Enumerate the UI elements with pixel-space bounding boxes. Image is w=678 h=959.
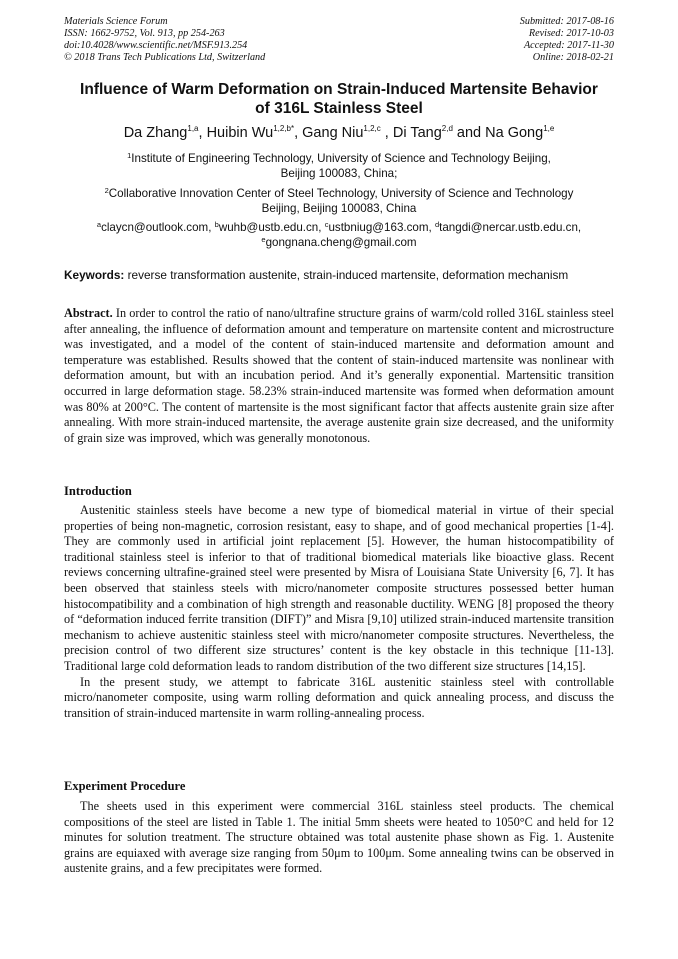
affiliation-text: Collaborative Innovation Center of Steel Technology, University of Science and Technology xyxy=(108,187,574,200)
author-affil-sup: 1,2,b* xyxy=(273,124,295,133)
history-dates xyxy=(520,16,614,64)
author-separator: and xyxy=(452,125,486,141)
keywords xyxy=(64,268,614,283)
email-address: claycn@outlook.com, xyxy=(101,221,215,234)
submitted-date: Submitted: 2017-08-16 xyxy=(519,16,614,27)
email-address: gongnana.cheng@gmail.com xyxy=(265,236,417,249)
author-affil-sup: 1,a xyxy=(187,124,199,133)
email-address: ustbniug@163.com, xyxy=(328,221,435,234)
journal-name: Materials Science Forum xyxy=(64,16,168,27)
author-separator: , xyxy=(198,125,207,141)
author-separator: , xyxy=(294,125,303,141)
copyright-line: © 2018 Trans Tech Publications Ltd, Switzerland xyxy=(64,52,266,63)
paragraph: In the present study, we attempt to fabricate 316L austenitic stainless steel with controllable micro/nanometer composite, using warm rolling deformation and quick annealing process, and discuss the transition of strain-induced martensite in warm rolling-annealing process. xyxy=(64,674,614,720)
online-date: Online: 2018-02-21 xyxy=(532,52,614,63)
author-separator: , xyxy=(380,125,393,141)
email-sup: c xyxy=(324,220,329,229)
abstract-label: Abstract. xyxy=(64,306,113,320)
author-name: Na Gong xyxy=(485,125,544,141)
email-sup: d xyxy=(434,220,440,229)
affiliation-text: Institute of Engineering Technology, University of Science and Technology Beijing, xyxy=(131,152,551,165)
email-list xyxy=(40,220,638,250)
email-address: tangdi@nercar.ustb.edu.cn, xyxy=(439,221,582,234)
paper-title xyxy=(40,80,638,118)
email-sup: a xyxy=(96,220,102,229)
title-line-2: of 316L Stainless Steel xyxy=(255,100,423,117)
author-name: Gang Niu xyxy=(302,125,364,141)
doi-line: doi:10.4028/www.scientific.net/MSF.913.254 xyxy=(64,40,248,51)
email-sup: e xyxy=(261,235,266,244)
author-name: Di Tang xyxy=(392,125,442,141)
author-list xyxy=(30,124,648,142)
author-affil-sup: 2,d xyxy=(441,124,453,133)
experiment-body xyxy=(64,799,614,877)
section-heading-experiment: Experiment Procedure xyxy=(64,779,186,793)
keywords-label: Keywords: xyxy=(64,268,125,282)
abstract-text: In order to control the ratio of nano/ultrafine structure grains of warm/cold rolled 316L stainless steel after annealing, the influence of deformation amount and temperature on martensite content and microstructure was investigated, and a model of the content of stain-induced martensite and deformation amount and temperature was established. Results showed that the content of stain-induced martensite was nonlinear with deformation amount, but with an incubation period. And it’s generally exponential. Martensitic transition occurred in large deformation stage. 58.23% strain-induced martensite was formed when deformation amount was 80% at 200°C. The content of martensite is the most significant factor that affects austenite grain size after annealing. With more strain-induced martensite, the average austenite grain size decreased, and the uniformity of grain size was improved, which was generally monotonous. xyxy=(64,306,614,445)
affiliation-text: Beijing, Beijing 100083, China xyxy=(261,202,417,215)
author-affil-sup: 1,e xyxy=(543,124,555,133)
section-heading-introduction: Introduction xyxy=(64,484,132,498)
paragraph: Austenitic stainless steels have become a new type of biomedical material in virtue of their special properties of being non-magnetic, corrosion resistant, easy to shape, and of good mechanical properties [1-4]. They are commonly used in artificial joint replacement [5]. However, the human histocompatibility of traditional stainless steel is inferior to that of traditional biomedical materials like bioactive glass. Recent reviews concerning ultrafine-grained steel were presented by Misra of Louisiana State University [6, 7]. It has been observed that stainless steels with micro/nanometer composite structures possessed better human histocompatibility and a combination of high strength and reasonable ductility. WENG [8] proposed the theory of “deformation induced ferrite transition (DIFT)” and Misra [9,10] utilized strain-induced martensite transition mechanism to achieve austenitic stainless steel with micro/nanometer composite structures. Nevertheless, the precision control of two different size structures’ content is the key obstacle in this technique [11-13]. Traditional large cold deformation leads to random distribution of the two different size structures [14,15]. xyxy=(64,503,614,673)
keywords-text: reverse transformation austenite, strain-induced martensite, deformation mechanism xyxy=(124,268,569,282)
affiliation-sup: 2 xyxy=(104,186,109,195)
affiliation-1 xyxy=(40,151,638,181)
email-sup: b xyxy=(214,220,219,229)
abstract xyxy=(64,306,614,446)
email-address: wuhb@ustb.edu.cn, xyxy=(218,221,325,234)
affiliation-sup: 1 xyxy=(127,151,132,160)
affiliation-2 xyxy=(40,186,638,216)
author-affil-sup: 1,2,c xyxy=(363,124,381,133)
accepted-date: Accepted: 2017-11-30 xyxy=(523,40,614,51)
author-name: Huibin Wu xyxy=(206,125,274,141)
publication-info xyxy=(64,16,265,64)
introduction-body xyxy=(64,503,614,721)
title-line-1: Influence of Warm Deformation on Strain-Induced Martensite Behavior xyxy=(80,81,598,98)
issn-line: ISSN: 1662-9752, Vol. 913, pp 254-263 xyxy=(64,28,225,39)
affiliation-text: Beijing 100083, China; xyxy=(280,167,398,180)
revised-date: Revised: 2017-10-03 xyxy=(528,28,614,39)
paragraph: The sheets used in this experiment were commercial 316L stainless steel products. The chemical compositions of the steel are listed in Table 1. The initial 5mm sheets were heated to 1050°C and held for 12 minutes for solution treatment. The structure obtained was total austenite phase shown as Fig. 1. Austenite grains are equiaxed with average size ranging from 50μm to 100μm. Some annealing twins can be observed in austenite grains, and a few precipitates were formed. xyxy=(64,799,614,876)
author-name: Da Zhang xyxy=(123,125,188,141)
